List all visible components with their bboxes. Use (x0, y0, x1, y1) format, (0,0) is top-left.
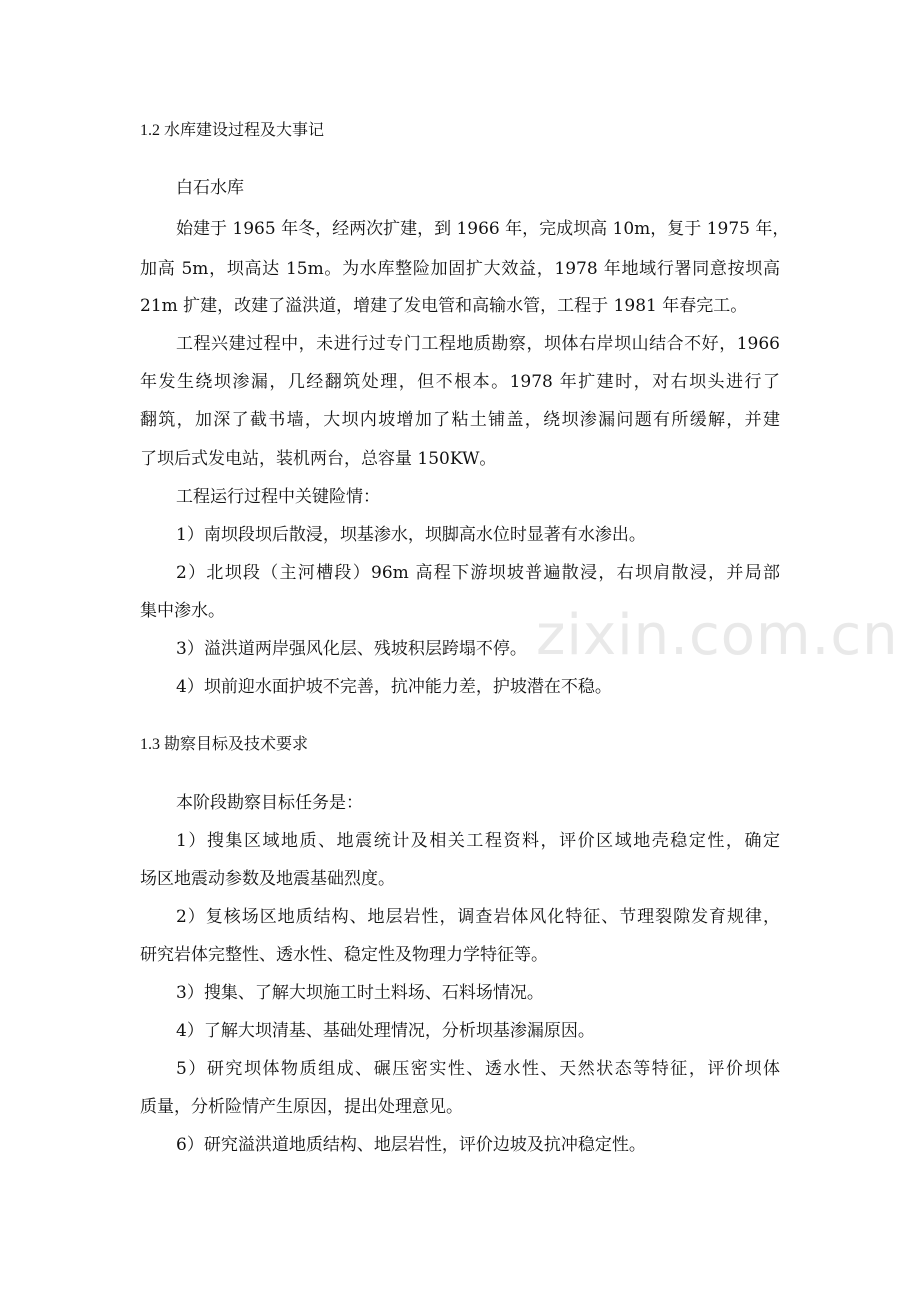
list-item: 6）研究溢洪道地质结构、地层岩性，评价边坡及抗冲稳定性。 (176, 1135, 646, 1155)
paragraph-line: 了坝后式发电站，装机两台，总容量 150KW。 (140, 449, 497, 469)
list-item-continuation: 集中渗水。 (140, 601, 225, 621)
paragraph-line: 21m 扩建，改建了溢洪道，增建了发电管和高输水管，工程于 1981 年春完工。 (140, 296, 748, 316)
paragraph-line: 加高 5m，坝高达 15m。为水库整险加固扩大效益，1978 年地域行署同意按坝高 (140, 259, 780, 279)
list-item: 2）复核场区地质结构、地层岩性，调查岩体风化特征、节理裂隙发育规律， (176, 907, 780, 927)
paragraph-line: 翻筑，加深了截书墙，大坝内坡增加了粘土铺盖，绕坝渗漏问题有所缓解，并建 (140, 410, 780, 430)
list-item: 4）了解大坝清基、基础处理情况，分析坝基渗漏原因。 (176, 1021, 595, 1041)
section-heading-1-3: 1.3 勘察目标及技术要求 (140, 736, 309, 753)
reservoir-name: 白石水库 (176, 178, 244, 198)
list-item: 4）坝前迎水面护坡不完善，抗冲能力差，护坡潜在不稳。 (176, 677, 612, 697)
list-item: 1）搜集区域地质、地震统计及相关工程资料，评价区域地壳稳定性，确定 (176, 831, 780, 851)
list-item: 5）研究坝体物质组成、碾压密实性、透水性、天然状态等特征，评价坝体 (176, 1059, 780, 1079)
watermark: zixin.com.cn (536, 603, 899, 668)
paragraph-line: 始建于 1965 年冬，经两次扩建，到 1966 年，完成坝高 10m，复于 1975 年， (176, 219, 790, 239)
paragraph-line: 工程兴建过程中，未进行过专门工程地质勘察，坝体右岸坝山结合不好，1966 (176, 334, 780, 354)
list-item: 3）搜集、了解大坝施工时土料场、石料场情况。 (176, 983, 544, 1003)
risk-intro: 工程运行过程中关键险情： (176, 487, 380, 507)
list-item-continuation: 场区地震动参数及地震基础烈度。 (140, 869, 395, 889)
list-item: 1）南坝段坝后散浸，坝基渗水，坝脚高水位时显著有水渗出。 (176, 525, 646, 545)
paragraph-line: 年发生绕坝渗漏，几经翻筑处理，但不根本。1978 年扩建时，对右坝头进行了 (140, 372, 780, 392)
list-item-continuation: 质量，分析险情产生原因，提出处理意见。 (140, 1097, 463, 1117)
list-item: 3）溢洪道两岸强风化层、残坡积层跨塌不停。 (176, 639, 527, 659)
list-item: 2）北坝段（主河槽段）96m 高程下游坝坡普遍散浸，右坝肩散浸，并局部 (176, 563, 780, 583)
section-heading-1-2: 1.2 水库建设过程及大事记 (140, 122, 325, 139)
list-item-continuation: 研究岩体完整性、透水性、稳定性及物理力学特征等。 (140, 945, 548, 965)
objectives-intro: 本阶段勘察目标任务是： (176, 793, 363, 813)
